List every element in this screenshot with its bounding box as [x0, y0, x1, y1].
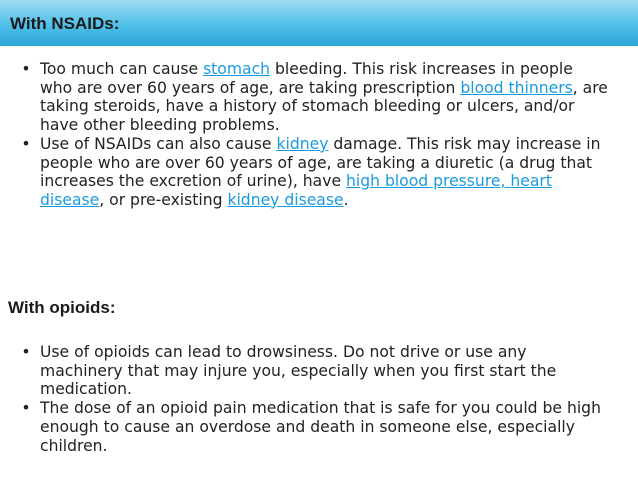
bullet-text: Use of NSAIDs can also cause	[40, 134, 277, 153]
nsaids-list	[0, 60, 638, 210]
bullet-icon: •	[21, 399, 31, 418]
link-high-blood-pressure-heart-disease[interactable]: high blood pressure, heart disease	[40, 172, 552, 209]
bullet-text: The dose of an opioid pain medication that is safe for you could be high enough to cause an overdose and death in someone else, especially children.	[40, 399, 601, 455]
bullet-text: bleeding. This risk increases in people who are over 60 years of age, are taking prescription	[40, 60, 573, 97]
section-heading-opioids: With opioids:	[8, 298, 116, 317]
link-stomach[interactable]: stomach	[203, 60, 271, 78]
link-blood-thinners[interactable]: blood thinners	[460, 78, 573, 97]
bullet-text: Too much can cause	[40, 60, 204, 78]
bullet-text: .	[343, 190, 349, 209]
bullet-text: Use of opioids can lead to drowsiness. Do not drive or use any machinery that may injure you, especially when you first start the medication.	[40, 343, 557, 399]
bullet-icon: •	[21, 343, 31, 361]
bullet-text: damage. This risk may increase in people who are over 60 years of age, are taking a diuretic (a drug that increases the excretion of urine), have	[40, 134, 601, 191]
bullet-icon: •	[21, 60, 31, 78]
list-item	[0, 343, 638, 399]
bullet-text: , are taking steroids, have a history of stomach bleeding or ulcers, and/or have other bleeding problems.	[40, 78, 608, 135]
link-kidney[interactable]: kidney	[276, 134, 329, 153]
list-item	[0, 135, 638, 210]
link-kidney-disease[interactable]: kidney disease	[227, 190, 344, 209]
bullet-text: , or pre-existing	[99, 190, 228, 209]
list-item	[0, 399, 638, 455]
list-item	[0, 60, 638, 135]
section-heading-nsaids: With NSAIDs:	[10, 14, 120, 33]
bullet-icon: •	[21, 134, 31, 153]
opioids-list	[0, 343, 638, 455]
